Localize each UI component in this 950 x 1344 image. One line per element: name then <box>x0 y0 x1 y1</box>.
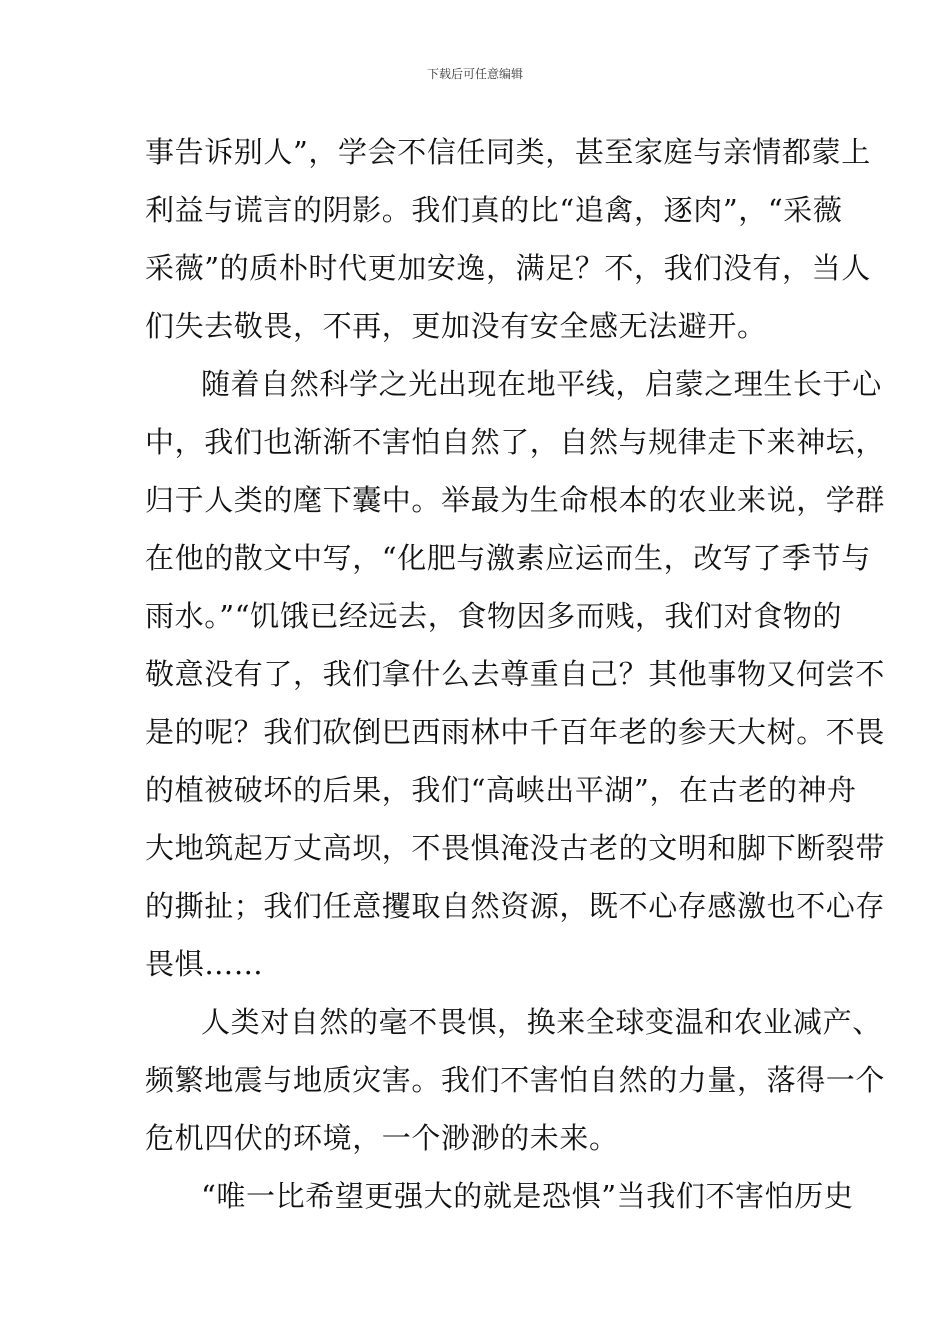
text-line: 采薇”的质朴时代更加安逸，满足？不，我们没有，当人 <box>145 251 871 285</box>
text-line: 的撕扯；我们任意攫取自然资源，既不心存感激也不心存 <box>145 889 886 923</box>
text-line: 敬意没有了，我们拿什么去尊重自己？其他事物又何尝不 <box>145 657 886 691</box>
text-line: 畏惧…… <box>145 947 264 981</box>
text-line: 利益与谎言的阴影。我们真的比“追禽，逐肉”，“采薇 <box>145 193 843 227</box>
text-line: 频繁地震与地质灾害。我们不害怕自然的力量，落得一个 <box>145 1063 886 1097</box>
paragraph-1 <box>145 128 871 360</box>
page-header: 下载后可任意编辑 <box>426 67 523 81</box>
paragraph-4 <box>145 1172 854 1230</box>
text-line: “唯一比希望更强大的就是恐惧”当我们不害怕历史 <box>201 1179 854 1213</box>
text-line: 的植被破坏的后果，我们“高峡出平湖”，在古老的神舟 <box>145 773 857 807</box>
document-body <box>145 128 886 1230</box>
text-line: 中，我们也渐渐不害怕自然了，自然与规律走下来神坛， <box>145 425 886 459</box>
text-line: 是的呢？我们砍倒巴西雨林中千百年老的参天大树。不畏 <box>145 715 886 749</box>
text-line: 在他的散文中写，“化肥与激素应运而生，改写了季节与 <box>145 541 871 575</box>
text-line: 归于人类的麾下囊中。举最为生命根本的农业来说，学群 <box>145 483 886 517</box>
text-line: 雨水。”“饥饿已经远去，食物因多而贱，我们对食物的 <box>145 599 843 633</box>
text-line: 们失去敬畏，不再，更加没有安全感无法避开。 <box>145 309 767 343</box>
text-line: 事告诉别人”，学会不信任同类，甚至家庭与亲情都蒙上 <box>145 135 871 169</box>
text-line: 随着自然科学之光出现在地平线，启蒙之理生长于心 <box>201 367 882 401</box>
text-line: 危机四伏的环境，一个渺渺的未来。 <box>145 1121 619 1155</box>
text-line: 人类对自然的毫不畏惧，换来全球变温和农业减产、 <box>201 1005 882 1039</box>
paragraph-3 <box>145 998 886 1172</box>
paragraph-2 <box>145 360 886 998</box>
text-line: 大地筑起万丈高坝，不畏惧淹没古老的文明和脚下断裂带 <box>145 831 886 865</box>
